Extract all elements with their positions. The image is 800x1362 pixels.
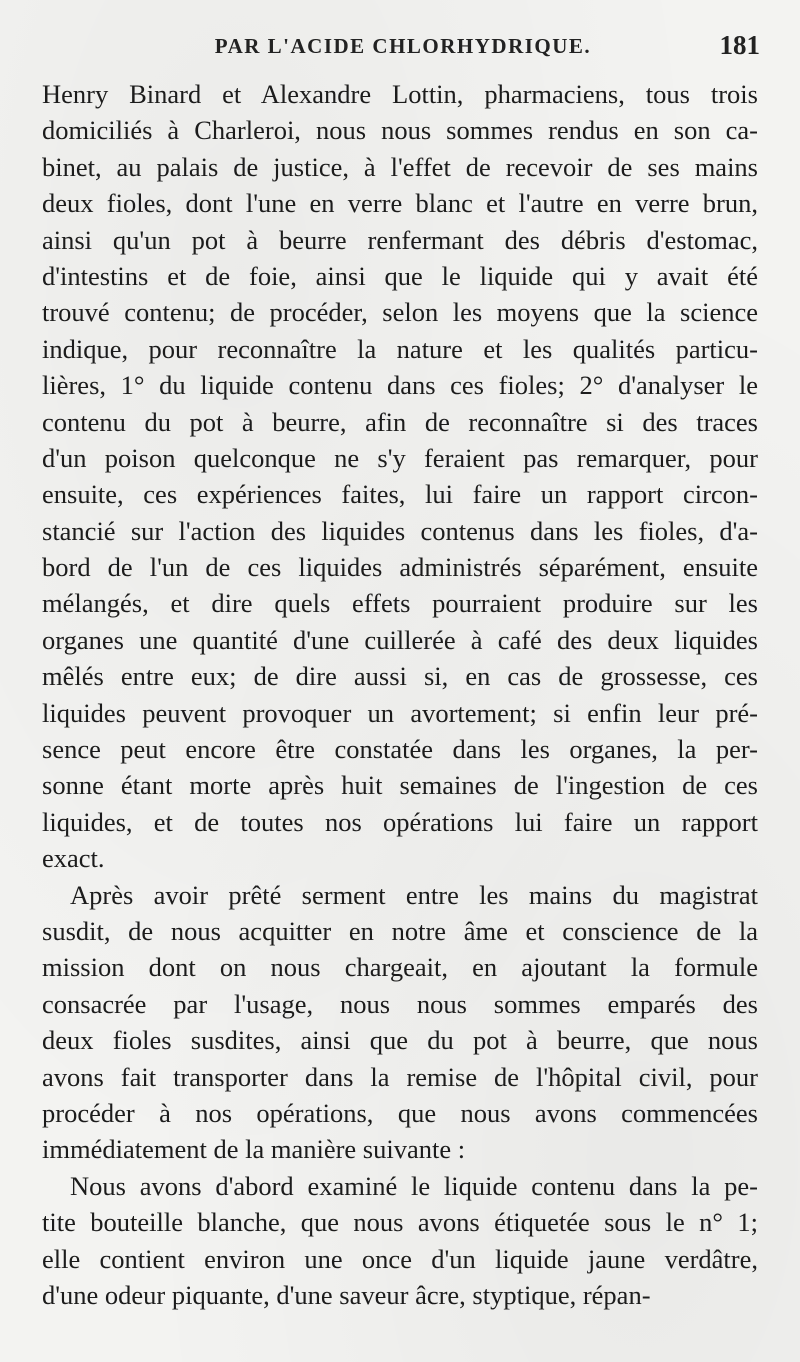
text-line: Nous avons d'abord examiné le liquide contenu dans la pe- [70,1170,758,1201]
text-line: ensuite, ces expériences faites, lui faire un rapport circon- [42,479,758,510]
text-line: liquides peuvent provoquer un avortement; si enfin leur pré- [42,697,758,728]
text-line: organes une quantité d'une cuillerée à café des deux liquides [42,624,758,655]
body-text [42,76,758,1313]
text-line: mélangés, et dire quels effets pourraient produire sur les [42,588,758,619]
text-line: lières, 1° du liquide contenu dans ces fioles; 2° d'analyser le [42,370,758,401]
text-line: elle contient environ une once d'un liquide jaune verdâtre, [42,1243,758,1274]
text-line: tite bouteille blanche, que nous avons étiquetée sous le n° 1; [42,1207,758,1238]
text-line: deux fioles, dont l'une en verre blanc et l'autre en verre brun, [42,188,758,219]
text-line: susdit, de nous acquitter en notre âme et conscience de la [42,915,758,946]
text-line: trouvé contenu; de procéder, selon les moyens que la science [42,297,758,328]
text-line: contenu du pot à beurre, afin de reconnaître si des traces [42,406,758,437]
text-line: binet, au palais de justice, à l'effet de recevoir de ses mains [42,151,758,182]
text-line: stancié sur l'action des liquides contenus dans les fioles, d'a- [42,515,758,546]
text-line: d'intestins et de foie, ainsi que le liquide qui y avait été [42,260,758,291]
text-line: consacrée par l'usage, nous nous sommes emparés des [42,988,758,1019]
text-line: domiciliés à Charleroi, nous nous sommes rendus en son ca- [42,115,758,146]
text-line: Henry Binard et Alexandre Lottin, pharmaciens, tous trois [42,79,758,109]
text-line: ainsi qu'un pot à beurre renfermant des débris d'estomac, [42,224,758,255]
text-line: procéder à nos opérations, que nous avons commencées [42,1097,758,1128]
text-line: Après avoir prêté serment entre les mains du magistrat [70,879,758,910]
text-line: bord de l'un de ces liquides administrés séparément, ensuite [42,552,758,583]
text-line: indique, pour reconnaître la nature et les qualités particu- [42,333,758,364]
text-line: sence peut encore être constatée dans les organes, la per- [42,734,758,765]
text-line: exact. [42,843,105,874]
paragraph [42,877,758,1168]
running-head: PAR L'ACIDE CHLORHYDRIQUE. [214,34,592,58]
page-number: 181 [719,30,760,60]
text-line: mission dont on nous chargeait, en ajoutant la formule [42,952,758,983]
text-line: immédiatement de la manière suivante : [42,1134,466,1165]
text-line: d'une odeur piquante, d'une saveur âcre, styptique, répan- [42,1279,651,1310]
text-line: mêlés entre eux; de dire aussi si, en cas de grossesse, ces [42,661,758,692]
text-line: deux fioles susdites, ainsi que du pot à beurre, que nous [42,1025,758,1056]
text-line: sonne étant morte après huit semaines de l'ingestion de ces [42,770,758,801]
text-line: d'un poison quelconque ne s'y feraient pas remarquer, pour [42,442,758,473]
text-line: liquides, et de toutes nos opérations lui faire un rapport [42,806,758,837]
paragraph [42,76,758,877]
page-header [38,30,768,66]
paragraph [42,1168,758,1314]
text-line: avons fait transporter dans la remise de l'hôpital civil, pour [42,1061,758,1092]
